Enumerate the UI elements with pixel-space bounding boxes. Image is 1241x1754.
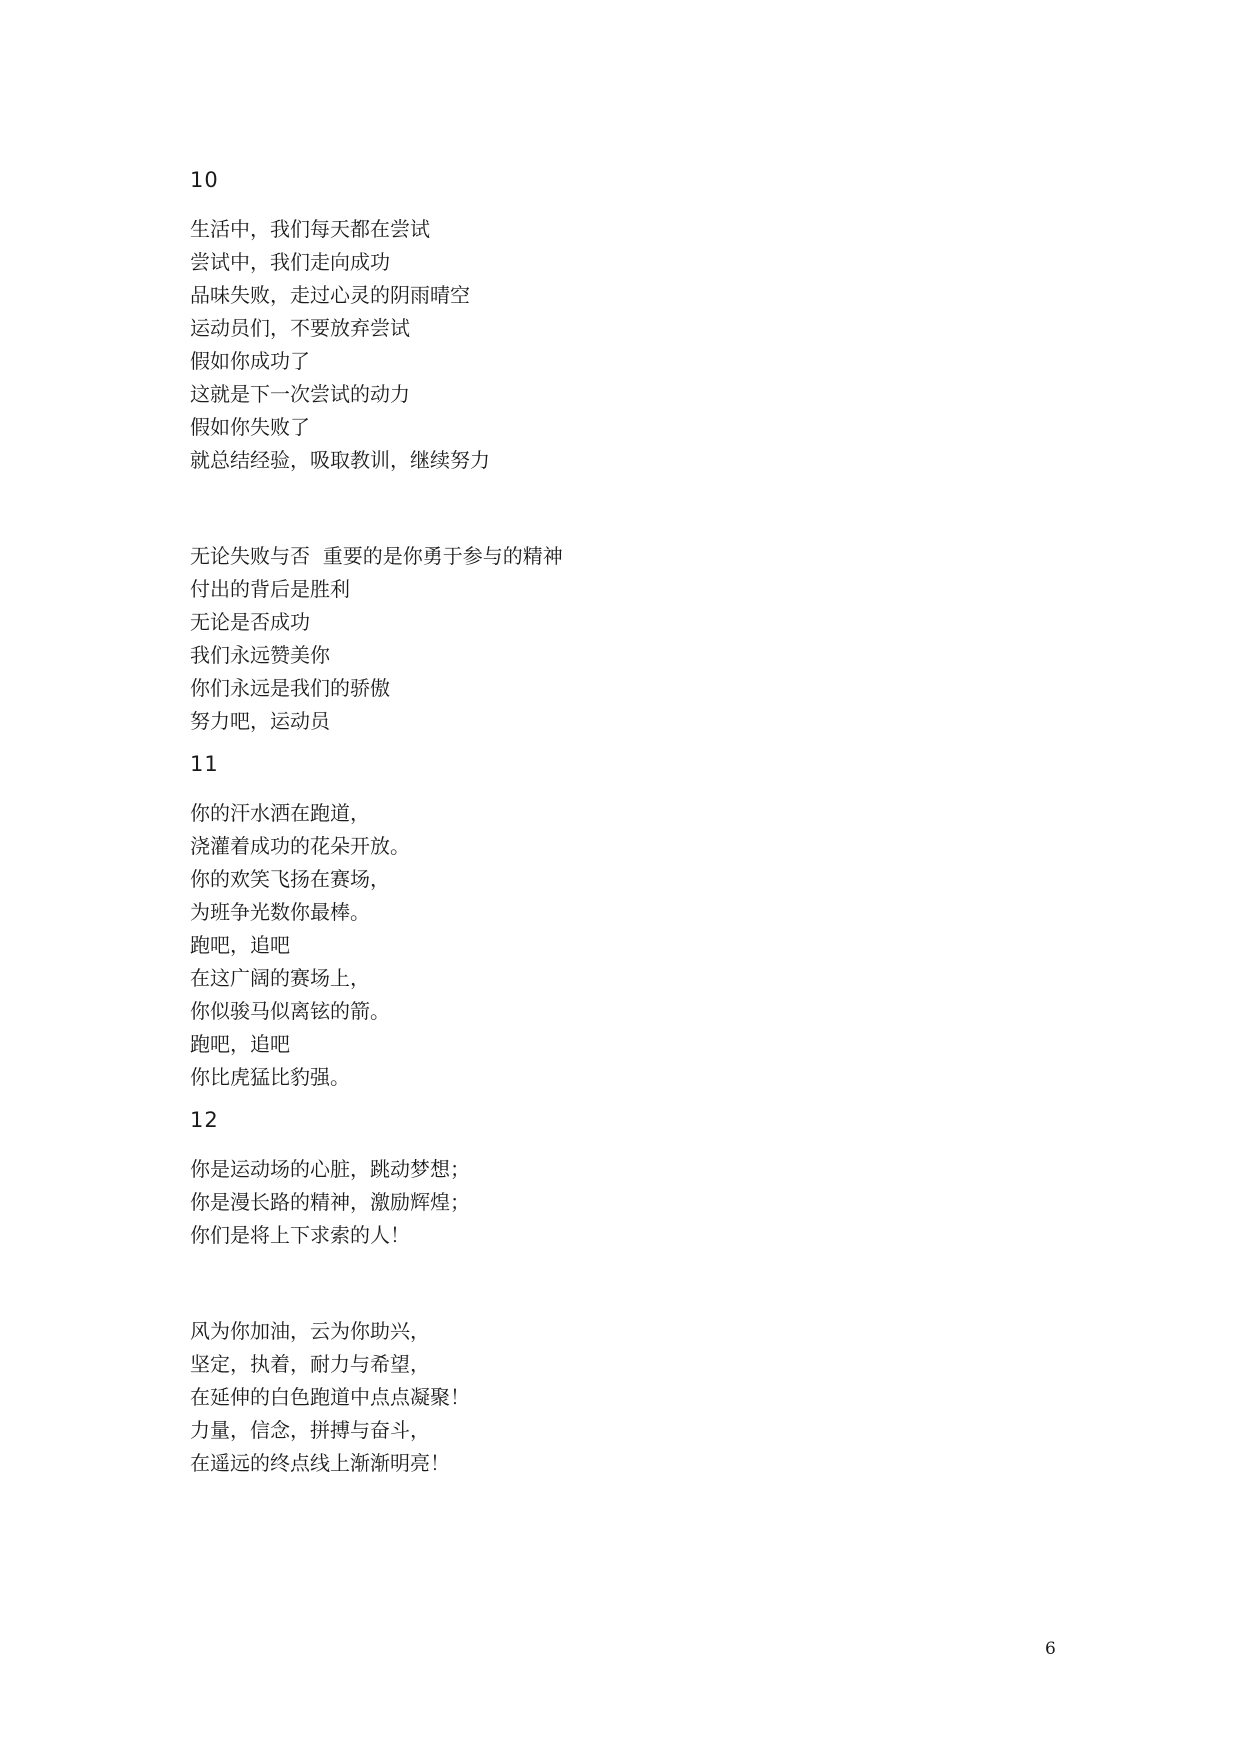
poem-line: 跑吧，追吧: [190, 933, 290, 957]
poem-line: 这就是下一次尝试的动力: [190, 382, 410, 406]
poem-stanza: [190, 213, 1090, 477]
poem-line: 你们是将上下求索的人！: [190, 1223, 410, 1247]
poem-line: 你是运动场的心脏，跳动梦想；: [190, 1157, 470, 1181]
poem-line: 跑吧，追吧: [190, 1032, 290, 1056]
poem-line: 你的汗水洒在跑道，: [190, 801, 370, 825]
section-number: 10: [190, 168, 219, 192]
poem-line: 浇灌着成功的花朵开放。: [190, 834, 410, 858]
poem-line: 你比虎猛比豹强。: [190, 1065, 350, 1089]
poem-line: 你似骏马似离铉的箭。: [190, 999, 390, 1023]
section-gap: [190, 1094, 1090, 1104]
stanza-gap: [190, 1252, 1090, 1315]
poem-line: 力量，信念，拼搏与奋斗，: [190, 1418, 430, 1442]
poem-line: 无论失败与否 重要的是你勇于参与的精神: [190, 544, 563, 568]
poem-line: 无论是否成功: [190, 610, 310, 634]
poem-line: 就总结经验，吸取教训，继续努力: [190, 448, 490, 472]
poem-line: 假如你失败了: [190, 415, 310, 439]
page-number: 6: [1045, 1639, 1056, 1659]
poem-line: 努力吧，运动员: [190, 709, 330, 733]
section-number: 11: [190, 752, 219, 776]
poem-line: 假如你成功了: [190, 349, 310, 373]
poem-line: 付出的背后是胜利: [190, 577, 350, 601]
poem-stanza: [190, 797, 1090, 1094]
poem-line: 你是漫长路的精神，激励辉煌；: [190, 1190, 470, 1214]
poem-line: 你的欢笑飞扬在赛场，: [190, 867, 390, 891]
poem-line: 运动员们，不要放弃尝试: [190, 316, 410, 340]
poem-stanza: [190, 540, 1090, 738]
poem-line: 在延伸的白色跑道中点点凝聚！: [190, 1385, 470, 1409]
poem-line: 风为你加油，云为你助兴，: [190, 1319, 430, 1343]
poem-line: 尝试中，我们走向成功: [190, 250, 390, 274]
poem-stanza: [190, 1315, 1090, 1480]
poem-line: 坚定，执着，耐力与希望，: [190, 1352, 430, 1376]
poem-content: [190, 164, 1090, 1480]
poem-line: 在这广阔的赛场上，: [190, 966, 370, 990]
poem-line: 为班争光数你最棒。: [190, 900, 370, 924]
poem-line: 在遥远的终点线上渐渐明亮！: [190, 1451, 450, 1475]
section-gap: [190, 738, 1090, 748]
poem-line: 你们永远是我们的骄傲: [190, 676, 390, 700]
poem-line: 生活中，我们每天都在尝试: [190, 217, 430, 241]
poem-line: 我们永远赞美你: [190, 643, 330, 667]
poem-line: 品味失败，走过心灵的阴雨晴空: [190, 283, 470, 307]
section-number: 12: [190, 1108, 219, 1132]
stanza-gap: [190, 477, 1090, 540]
poem-stanza: [190, 1153, 1090, 1252]
